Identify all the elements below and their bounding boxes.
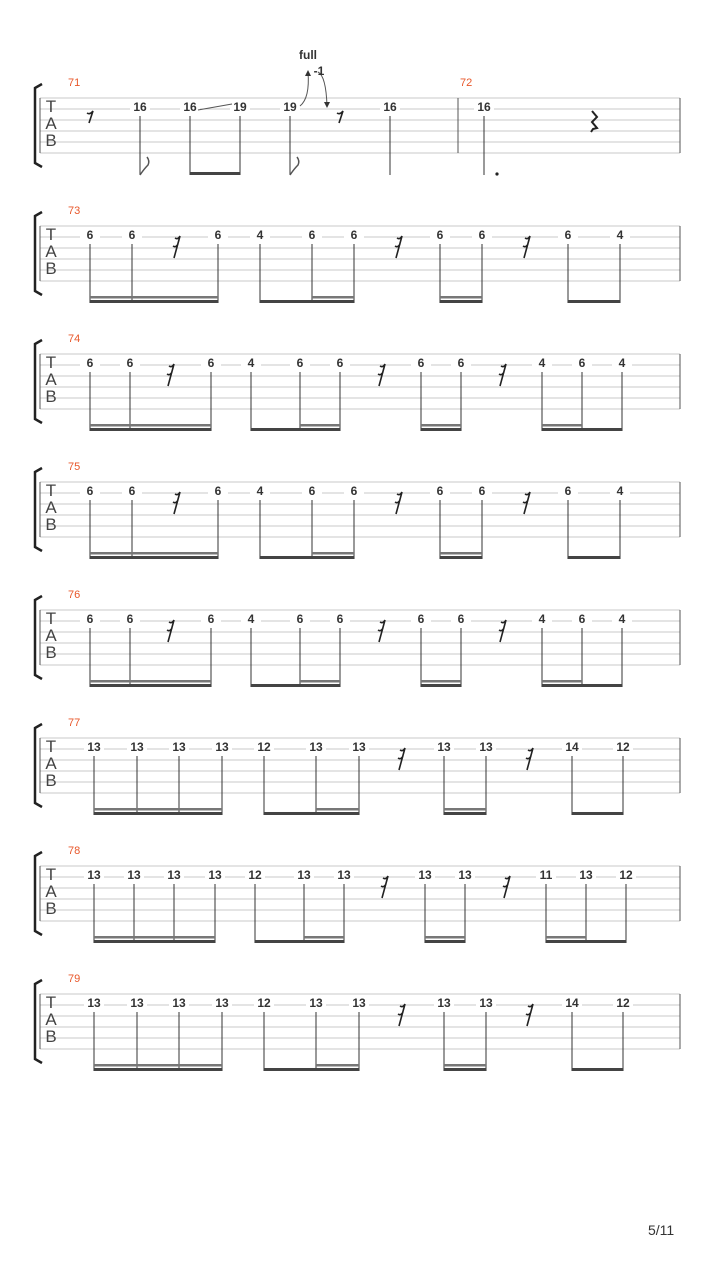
fret-number: 6	[86, 612, 94, 626]
fret-number: 6	[207, 356, 215, 370]
tab-clef-letter: A	[45, 882, 57, 901]
beam	[90, 556, 218, 559]
fret-number: 6	[336, 356, 344, 370]
beam	[90, 684, 211, 687]
beam-secondary	[300, 424, 340, 427]
beam	[312, 556, 354, 559]
sixteenth-rest	[173, 236, 180, 258]
beam-secondary	[90, 296, 218, 299]
fret-number: 4	[616, 484, 624, 498]
fret-number: 13	[215, 740, 229, 754]
fret-number: 16	[133, 100, 147, 114]
sixteenth-rest	[499, 620, 506, 642]
fret-number: 13	[127, 868, 141, 882]
measure-number: 72	[460, 77, 473, 89]
beam	[300, 428, 340, 431]
beam-secondary	[421, 424, 461, 427]
system-bracket	[35, 724, 42, 807]
fret-number: 14	[565, 740, 579, 754]
measure-number: 73	[68, 205, 81, 217]
fret-number: 13	[479, 740, 493, 754]
tab-clef-letter: A	[45, 754, 57, 773]
sixteenth-rest	[398, 1004, 405, 1026]
beam	[572, 812, 623, 815]
beam	[425, 940, 465, 943]
fret-number: 12	[248, 868, 262, 882]
tab-clef-letter: B	[45, 515, 57, 534]
fret-number: 6	[126, 356, 134, 370]
beam-secondary	[316, 808, 359, 811]
beam	[90, 428, 211, 431]
beam	[444, 812, 486, 815]
fret-number: 4	[618, 612, 626, 626]
fret-number: 6	[296, 356, 304, 370]
fret-number: 13	[297, 868, 311, 882]
sixteenth-rest	[378, 364, 385, 386]
beam-secondary	[542, 680, 582, 683]
tab-clef-letter: A	[45, 114, 57, 133]
beam-secondary	[421, 680, 461, 683]
beam	[568, 556, 620, 559]
beam	[542, 428, 582, 431]
beam	[316, 1068, 359, 1071]
fret-number: 6	[578, 612, 586, 626]
sixteenth-rest	[526, 748, 533, 770]
beam-secondary	[304, 936, 344, 939]
measure-number: 77	[68, 717, 81, 729]
fret-number: 6	[86, 228, 94, 242]
beam-secondary	[94, 936, 215, 939]
fret-number: 6	[436, 484, 444, 498]
fret-number: 6	[86, 484, 94, 498]
fret-number: 13	[87, 996, 101, 1010]
beam	[304, 940, 344, 943]
fret-number: 6	[128, 484, 136, 498]
fret-number: 6	[214, 484, 222, 498]
tab-clef-letter: T	[45, 481, 57, 500]
beam-secondary	[90, 552, 218, 555]
fret-number: 13	[167, 868, 181, 882]
tab-clef-letter: A	[45, 370, 57, 389]
fret-number: 13	[437, 740, 451, 754]
system-bracket	[35, 84, 42, 167]
fret-number: 6	[417, 612, 425, 626]
tab-clef-letter: B	[45, 259, 57, 278]
beam-secondary	[90, 424, 211, 427]
beam-secondary	[440, 296, 482, 299]
sixteenth-rest	[167, 364, 174, 386]
system-bracket	[35, 468, 42, 551]
measure-number: 76	[68, 589, 81, 601]
bend-release-label: -1	[313, 64, 325, 78]
fret-number: 13	[87, 740, 101, 754]
fret-number: 12	[616, 740, 630, 754]
fret-number: 13	[215, 996, 229, 1010]
beam-secondary	[316, 1064, 359, 1067]
beam-secondary	[94, 1064, 222, 1067]
dot	[495, 172, 498, 175]
system-bracket	[35, 980, 42, 1063]
fret-number: 13	[352, 996, 366, 1010]
fret-number: 13	[130, 740, 144, 754]
fret-number: 16	[383, 100, 397, 114]
fret-number: 14	[565, 996, 579, 1010]
tab-clef-letter: B	[45, 1027, 57, 1046]
measure-number: 78	[68, 845, 81, 857]
beam	[190, 172, 240, 175]
beam	[440, 300, 482, 303]
fret-number: 6	[457, 612, 465, 626]
fret-number: 6	[336, 612, 344, 626]
beam-secondary	[312, 296, 354, 299]
tab-clef-letter: B	[45, 131, 57, 150]
fret-number: 19	[233, 100, 247, 114]
fret-number: 6	[478, 228, 486, 242]
fret-number: 13	[418, 868, 432, 882]
beam-secondary	[546, 936, 586, 939]
fret-number: 13	[579, 868, 593, 882]
fret-number: 13	[337, 868, 351, 882]
fret-number: 6	[478, 484, 486, 498]
fret-number: 19	[283, 100, 297, 114]
fret-number: 6	[350, 484, 358, 498]
sixteenth-rest	[173, 492, 180, 514]
fret-number: 4	[247, 612, 255, 626]
fret-number: 13	[208, 868, 222, 882]
tab-clef-letter: T	[45, 865, 57, 884]
beam-secondary	[542, 424, 582, 427]
tab-clef-letter: T	[45, 993, 57, 1012]
beam-secondary	[94, 808, 222, 811]
fret-number: 6	[308, 228, 316, 242]
note-flag	[290, 157, 299, 175]
sixteenth-rest	[523, 492, 530, 514]
note-flag	[140, 157, 149, 175]
tab-clef-letter: A	[45, 626, 57, 645]
fret-number: 16	[183, 100, 197, 114]
beam	[542, 684, 582, 687]
fret-number: 6	[564, 228, 572, 242]
sixteenth-rest	[381, 876, 388, 898]
beam	[300, 684, 340, 687]
fret-number: 6	[214, 228, 222, 242]
fret-number: 13	[309, 740, 323, 754]
sixteenth-rest	[395, 236, 402, 258]
fret-number: 6	[457, 356, 465, 370]
beam	[421, 428, 461, 431]
system-bracket	[35, 852, 42, 935]
bend-arrow	[305, 70, 311, 76]
beam-secondary	[312, 552, 354, 555]
release-arrow	[324, 102, 330, 108]
beam-secondary	[90, 680, 211, 683]
fret-number: 6	[436, 228, 444, 242]
sixteenth-rest	[378, 620, 385, 642]
fret-number: 13	[172, 740, 186, 754]
tab-clef-letter: T	[45, 609, 57, 628]
beam-secondary	[444, 1064, 486, 1067]
beam	[90, 300, 218, 303]
fret-number: 6	[296, 612, 304, 626]
fret-number: 4	[256, 484, 264, 498]
beam-secondary	[300, 680, 340, 683]
fret-number: 6	[564, 484, 572, 498]
beam	[94, 1068, 222, 1071]
tab-clef-letter: B	[45, 387, 57, 406]
fret-number: 4	[618, 356, 626, 370]
tab-clef-letter: B	[45, 643, 57, 662]
fret-number: 4	[256, 228, 264, 242]
sixteenth-rest	[526, 1004, 533, 1026]
tab-clef-letter: A	[45, 498, 57, 517]
sixteenth-rest	[523, 236, 530, 258]
fret-number: 4	[538, 356, 546, 370]
sixteenth-rest	[167, 620, 174, 642]
beam-secondary	[425, 936, 465, 939]
eighth-rest	[87, 111, 93, 123]
tab-clef-letter: B	[45, 771, 57, 790]
fret-number: 6	[86, 356, 94, 370]
page-number: 5/11	[648, 1222, 675, 1238]
fret-number: 12	[257, 996, 271, 1010]
beam	[94, 940, 215, 943]
measure-number: 79	[68, 973, 81, 985]
sixteenth-rest	[499, 364, 506, 386]
fret-number: 13	[479, 996, 493, 1010]
beam	[546, 940, 586, 943]
beam	[312, 300, 354, 303]
beam	[572, 1068, 623, 1071]
tab-clef-letter: A	[45, 1010, 57, 1029]
fret-number: 13	[172, 996, 186, 1010]
fret-number: 4	[538, 612, 546, 626]
tab-clef-letter: T	[45, 225, 57, 244]
fret-number: 12	[619, 868, 633, 882]
eighth-rest	[337, 111, 343, 123]
beam	[440, 556, 482, 559]
fret-number: 16	[477, 100, 491, 114]
beam	[421, 684, 461, 687]
bend-label: full	[299, 48, 317, 62]
fret-number: 13	[352, 740, 366, 754]
measure-number: 71	[68, 77, 81, 89]
tab-clef-letter: A	[45, 242, 57, 261]
fret-number: 6	[128, 228, 136, 242]
sixteenth-rest	[395, 492, 402, 514]
fret-number: 6	[308, 484, 316, 498]
beam-secondary	[440, 552, 482, 555]
fret-number: 6	[207, 612, 215, 626]
bend-curve	[300, 72, 308, 106]
fret-number: 12	[616, 996, 630, 1010]
quarter-rest	[591, 111, 597, 132]
fret-number: 13	[87, 868, 101, 882]
tab-clef-letter: T	[45, 97, 57, 116]
fret-number: 6	[126, 612, 134, 626]
beam	[444, 1068, 486, 1071]
fret-number: 6	[417, 356, 425, 370]
fret-number: 12	[257, 740, 271, 754]
beam-secondary	[444, 808, 486, 811]
fret-number: 6	[578, 356, 586, 370]
beam	[94, 812, 222, 815]
tab-clef-letter: T	[45, 737, 57, 756]
fret-number: 4	[616, 228, 624, 242]
tab-clef-letter: B	[45, 899, 57, 918]
sixteenth-rest	[503, 876, 510, 898]
fret-number: 11	[539, 868, 553, 882]
system-bracket	[35, 340, 42, 423]
measure-number: 74	[68, 333, 81, 345]
beam	[316, 812, 359, 815]
fret-number: 13	[130, 996, 144, 1010]
beam	[568, 300, 620, 303]
tab-clef-letter: T	[45, 353, 57, 372]
fret-number: 13	[458, 868, 472, 882]
fret-number: 4	[247, 356, 255, 370]
fret-number: 6	[350, 228, 358, 242]
measure-number: 75	[68, 461, 81, 473]
system-bracket	[35, 596, 42, 679]
fret-number: 13	[437, 996, 451, 1010]
sixteenth-rest	[398, 748, 405, 770]
system-bracket	[35, 212, 42, 295]
fret-number: 13	[309, 996, 323, 1010]
